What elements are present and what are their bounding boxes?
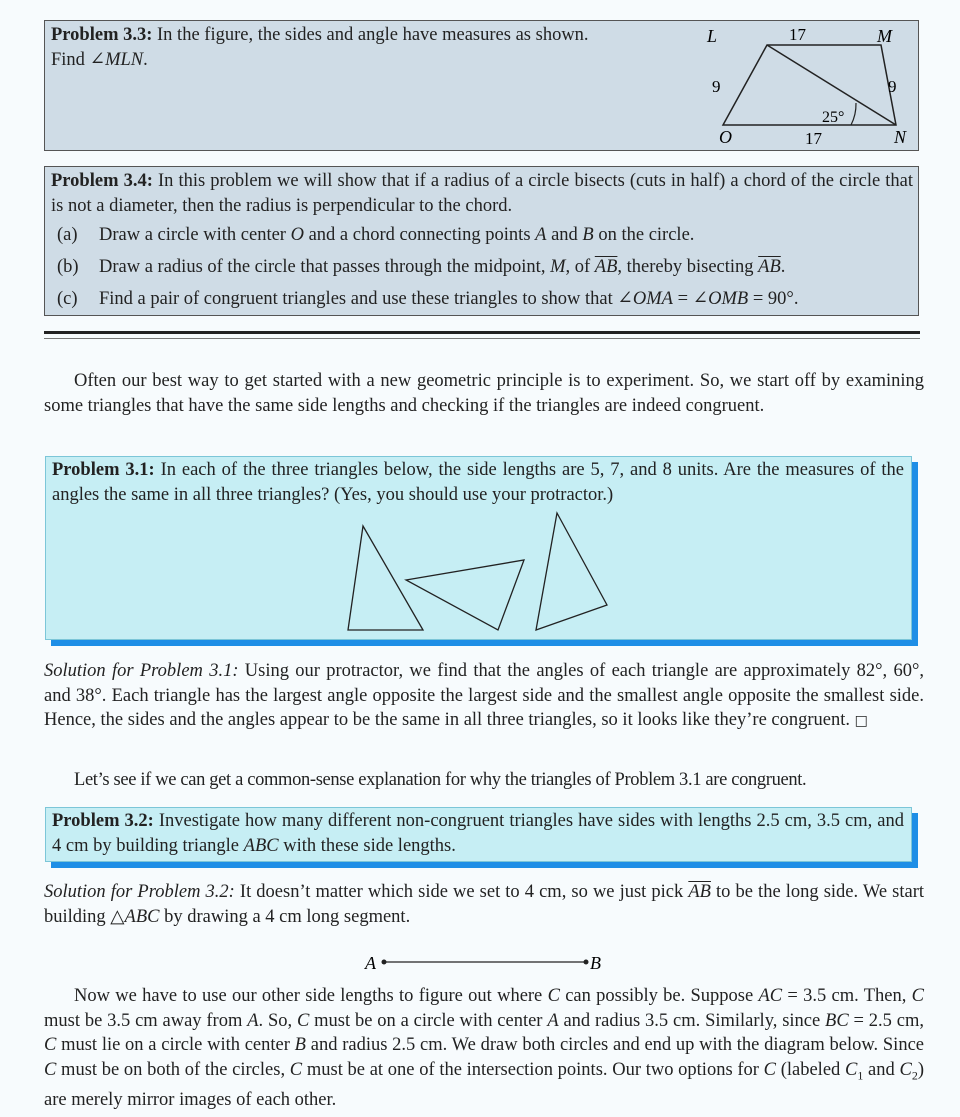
- label-b: B: [590, 953, 601, 973]
- point-a: [382, 960, 387, 965]
- problem-3-4-box: [44, 166, 919, 316]
- solution-label: Solution for Problem 3.1:: [44, 661, 239, 681]
- item-c: (c) Find a pair of congruent triangles and use these triangles to show that ∠OMA = ∠OMB = 90°.: [57, 289, 799, 309]
- solution-3-2: Solution for Problem 3.2: It doesn’t matter which side we set to 4 cm, so we just pick $\overline{AB}$ to be the long side. We start building △ABC by drawing a 4 cm long segment.: [44, 882, 925, 927]
- triangles-figure: [46, 457, 913, 641]
- problem-3-1-box: [45, 456, 912, 640]
- vertex-m: M: [877, 26, 892, 46]
- problem-3-2-box: [45, 807, 912, 862]
- section-rule-thin: [44, 338, 920, 339]
- final-paragraph: Now we have to use our other side lengths to figure out where C can possibly be. Suppose AC = 3.5 cm. Then, C must be 3.5 cm away from A. So, C must be on a circle with center A and radius 3.5 cm. Similarly, since BC = 2.5 cm, C must lie on a circle with center B and radius 2.5 cm. We draw both circles and end up with the diagram below. Since C must be on both of the circles, C must be at one of the intersection points. Our two options for C (labeled $C_1$ and $C_2$) are merely mirror images of each other.: [44, 986, 924, 1110]
- side-on-label: 17: [805, 129, 822, 148]
- parallelogram-figure: [695, 21, 920, 152]
- problem-label: Problem 3.3:: [51, 25, 153, 45]
- solution-label: Solution for Problem 3.2:: [44, 882, 235, 902]
- problem-3-2-text: Problem 3.2: Investigate how many different non-congruent triangles have sides with lengths 2.5 cm, 3.5 cm, and 4 cm by building triangle ABC with these side lengths.: [52, 811, 904, 856]
- item-a: (a) Draw a circle with center O and a chord connecting points A and B on the circle.: [57, 225, 695, 245]
- solution-3-1: Solution for Problem 3.1: Using our protractor, we find that the angles of each triangle are approximately 82°, 60°, and 38°. Each triangle has the largest angle opposite the largest side and the smallest angle opposite the smallest side. Hence, the sides and the angles appear to be the same in all three triangles, so it looks like they’re congruent. □: [44, 661, 924, 730]
- item-b: (b) Draw a radius of the circle that passes through the midpoint, M, of $\overline{AB}$, thereby bisecting $\overline{AB}$.: [57, 257, 786, 277]
- bridge-paragraph: Let’s see if we can get a common-sense explanation for why the triangles of Problem 3.1 are congruent.: [74, 770, 807, 790]
- side-lo-label: 9: [712, 77, 721, 96]
- side-mn-label: 9: [888, 77, 897, 96]
- triangle-1: [348, 526, 423, 630]
- point-b: [584, 960, 589, 965]
- problem-3-3-box: [44, 20, 919, 151]
- qed-icon: □: [854, 713, 868, 729]
- problem-3-4-intro: Problem 3.4: In this problem we will show that if a radius of a circle bisects (cuts in half) a chord of the circle that is not a diameter, then the radius is perpendicular to the chord.: [51, 171, 914, 216]
- angle-mln: ∠MLN: [89, 49, 144, 70]
- intro-paragraph: Often our best way to get started with a new geometric principle is to experiment. So, we start off by examining some triangles that have the same side lengths and checking if the triangles are indeed congruent.: [44, 371, 924, 416]
- vertex-l: L: [707, 26, 718, 46]
- problem-label: Problem 3.1:: [52, 460, 155, 480]
- problem-3-3-text: Problem 3.3: In the figure, the sides and angle have measures as shown. Find ∠MLN.: [51, 25, 589, 70]
- vertex-n: N: [894, 127, 907, 147]
- problem-3-1-text: Problem 3.1: In each of the three triangles below, the side lengths are 5, 7, and 8 units. Are the measures of the angles the same in all three triangles? (Yes, you should use your protractor.): [52, 460, 905, 505]
- angle-arc: [851, 103, 856, 125]
- problem-label: Problem 3.4:: [51, 171, 153, 191]
- side-lm-label: 17: [789, 25, 806, 44]
- angle-label: 25°: [822, 109, 845, 126]
- triangle-3: [536, 513, 607, 630]
- parallelogram-lmno: [723, 45, 896, 125]
- problem-3-4-items: [51, 223, 913, 319]
- label-a: A: [365, 953, 376, 973]
- vertex-o: O: [719, 127, 732, 147]
- section-rule-thick: [44, 331, 920, 334]
- triangle-2: [406, 560, 524, 630]
- problem-label: Problem 3.2:: [52, 811, 154, 831]
- segment-ab-figure: [355, 948, 615, 978]
